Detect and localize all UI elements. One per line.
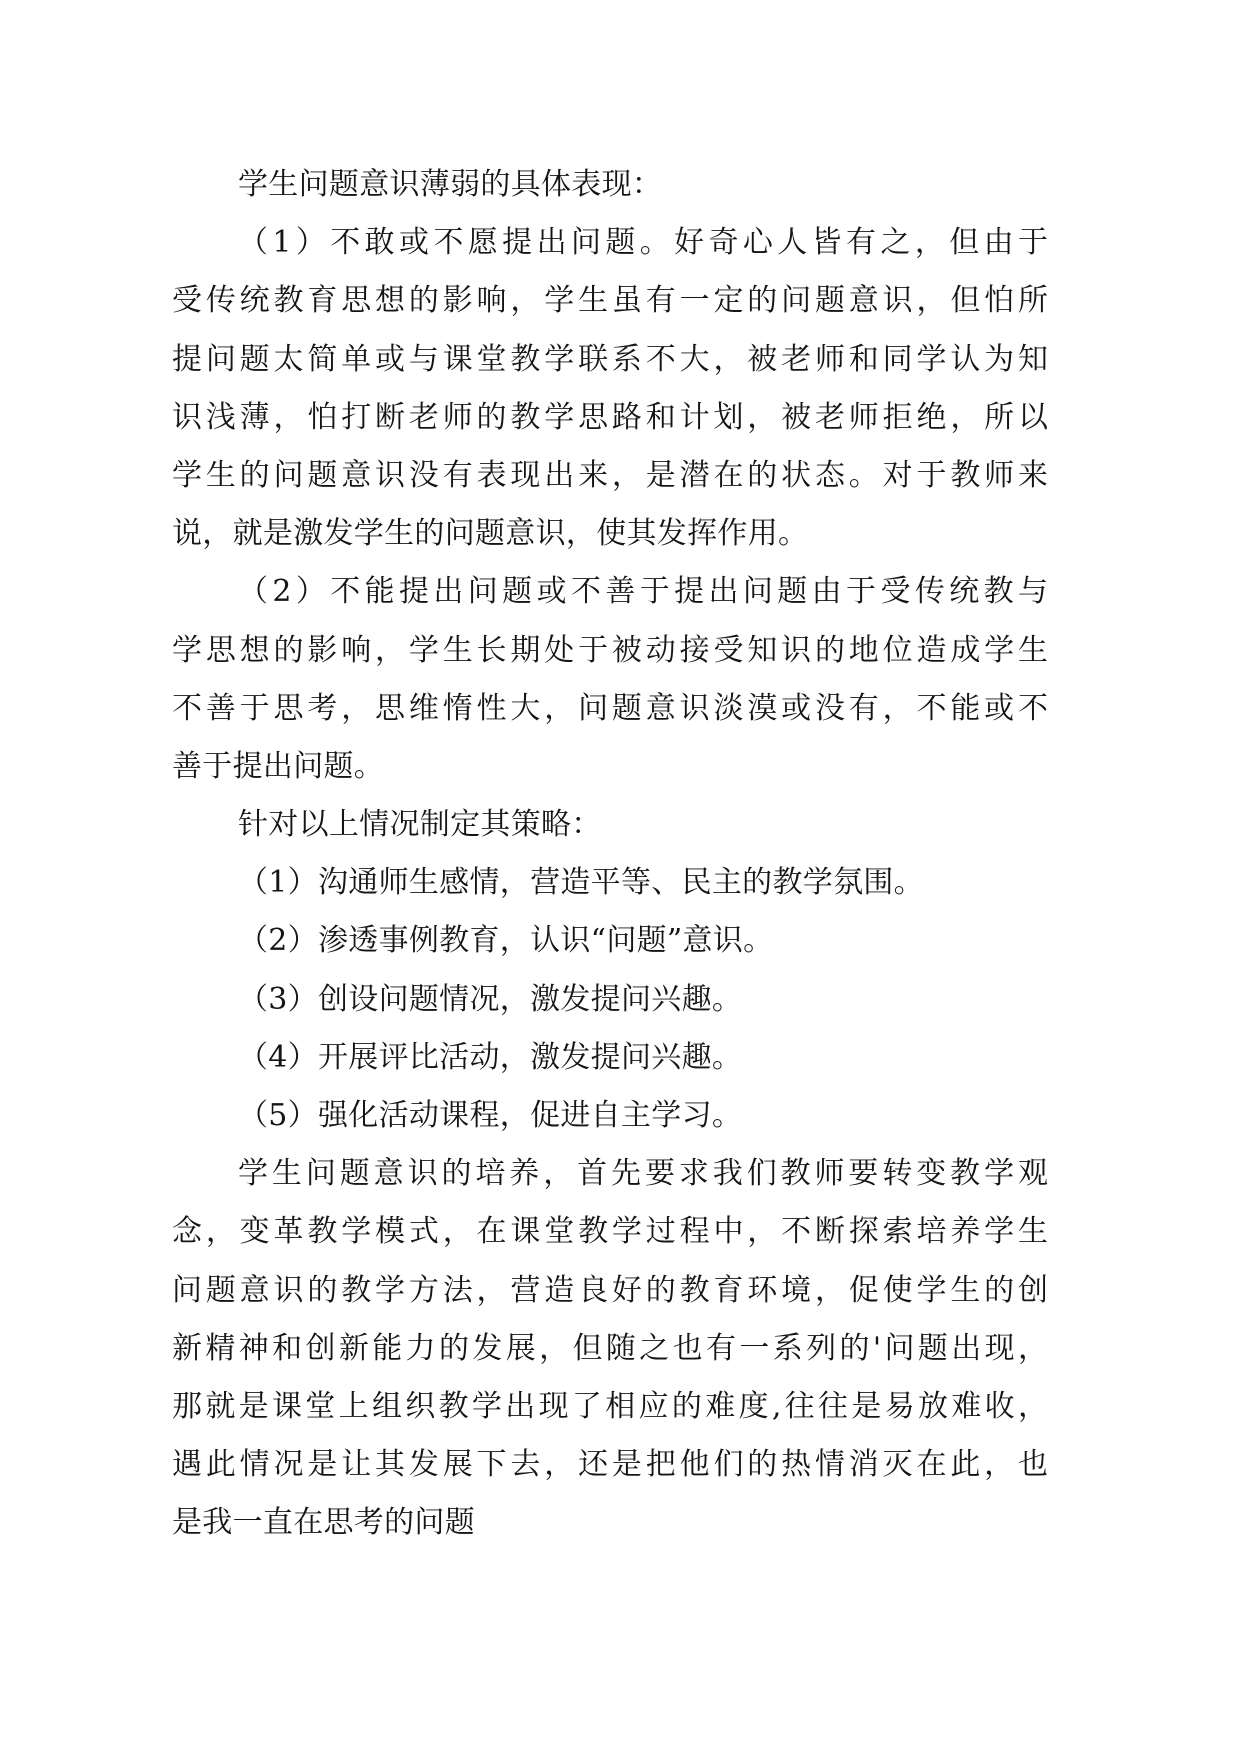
paragraph-heading-strategies bbox=[172, 796, 1048, 854]
text-line: 学生的问题意识没有表现出来，是潜在的状态。对于教师来 bbox=[172, 457, 1048, 493]
text-line: 提问题太简单或与课堂教学联系不大，被老师和同学认为知 bbox=[172, 341, 1048, 377]
paragraph-point-2 bbox=[172, 563, 1048, 796]
text-line: 遇此情况是让其发展下去，还是把他们的热情消灭在此，也 bbox=[172, 1447, 1048, 1483]
text-line: 学生问题意识的培养，首先要求我们教师要转变教学观 bbox=[238, 1156, 1048, 1192]
text-line: 不善于思考，思维惰性大，问题意识淡漠或没有，不能或不 bbox=[172, 690, 1048, 726]
list-item-strategy-5 bbox=[172, 1087, 1048, 1145]
list-item-strategy-3 bbox=[172, 971, 1048, 1029]
text-line: 善于提出问题。 bbox=[172, 748, 385, 784]
text-line: 学生问题意识薄弱的具体表现： bbox=[238, 167, 663, 202]
text-line: 新精神和创新能力的发展，但随之也有一系列的'问题出现， bbox=[172, 1330, 1048, 1366]
text-line: （4）开展评比活动，激发提问兴趣。 bbox=[238, 1039, 743, 1075]
text-line: （1）沟通师生感情，营造平等、民主的教学氛围。 bbox=[238, 865, 924, 901]
document-body bbox=[172, 156, 1048, 1553]
text-line: （3）创设问题情况，激发提问兴趣。 bbox=[238, 981, 743, 1017]
text-line: 针对以上情况制定其策略： bbox=[238, 807, 602, 843]
paragraph-conclusion bbox=[172, 1145, 1048, 1552]
text-line: （2）不能提出问题或不善于提出问题由于受传统教与 bbox=[238, 574, 1048, 610]
text-line: 学思想的影响，学生长期处于被动接受知识的地位造成学生 bbox=[172, 632, 1048, 668]
paragraph-heading-manifestations bbox=[172, 156, 1048, 214]
list-item-strategy-2 bbox=[172, 912, 1048, 970]
paragraph-point-1 bbox=[172, 214, 1048, 563]
text-line: 识浅薄，怕打断老师的教学思路和计划，被老师拒绝，所以 bbox=[172, 399, 1048, 435]
text-line: 问题意识的教学方法，营造良好的教育环境，促使学生的创 bbox=[172, 1272, 1048, 1308]
text-line: （1）不敢或不愿提出问题。好奇心人皆有之，但由于 bbox=[238, 225, 1048, 261]
list-item-strategy-4 bbox=[172, 1029, 1048, 1087]
text-line: （2）渗透事例教育，认识“问题”意识。 bbox=[238, 923, 774, 959]
text-line: 说，就是激发学生的问题意识，使其发挥作用。 bbox=[172, 516, 809, 552]
text-line: 念，变革教学模式，在课堂教学过程中，不断探索培养学生 bbox=[172, 1214, 1048, 1250]
list-item-strategy-1 bbox=[172, 854, 1048, 912]
text-line: 受传统教育思想的影响，学生虽有一定的问题意识，但怕所 bbox=[172, 283, 1048, 319]
text-line: 那就是课堂上组织教学出现了相应的难度,往往是易放难收， bbox=[172, 1388, 1048, 1424]
text-line: （5）强化活动课程，促进自主学习。 bbox=[238, 1098, 743, 1133]
text-line: 是我一直在思考的问题 bbox=[172, 1505, 475, 1541]
